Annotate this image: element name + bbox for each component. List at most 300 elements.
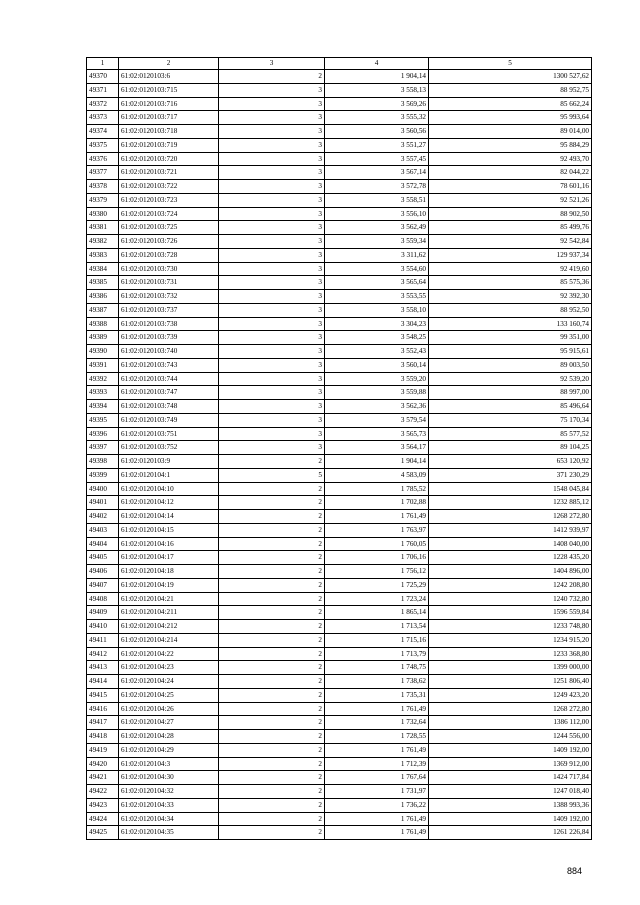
table-row [87,331,592,345]
row-number: 49376 [87,152,119,166]
cadastral-number: 61:02:0120104:34 [119,812,219,826]
cadastral-number: 61:02:0120104:21 [119,592,219,606]
row-number: 49408 [87,592,119,606]
row-number: 49399 [87,468,119,482]
floors-cell: 3 [219,207,325,221]
table-row [87,193,592,207]
cadastral-number: 61:02:0120103:749 [119,413,219,427]
table-row [87,496,592,510]
floors-cell: 2 [219,757,325,771]
table-row [87,812,592,826]
cadastral-number: 61:02:0120103:740 [119,345,219,359]
area-cell: 3 565,64 [325,276,429,290]
floors-cell: 3 [219,152,325,166]
row-number: 49373 [87,111,119,125]
area-cell: 1 736,22 [325,798,429,812]
column-header: 3 [219,58,325,70]
cadastral-value-cell: 95 993,64 [429,111,592,125]
table-row [87,785,592,799]
cadastral-value-cell: 1244 556,00 [429,730,592,744]
floors-cell: 3 [219,303,325,317]
cadastral-number: 61:02:0120103:715 [119,83,219,97]
cadastral-value-cell: 92 542,84 [429,235,592,249]
row-number: 49393 [87,386,119,400]
cadastral-value-cell: 1242 208,80 [429,578,592,592]
floors-cell: 3 [219,386,325,400]
table-row [87,482,592,496]
cadastral-value-cell: 89 003,50 [429,358,592,372]
area-cell: 1 904,14 [325,70,429,84]
cadastral-number: 61:02:0120103:723 [119,193,219,207]
cadastral-value-cell: 1409 192,00 [429,743,592,757]
area-cell: 3 565,73 [325,427,429,441]
area-cell: 4 583,09 [325,468,429,482]
table-row [87,345,592,359]
table-row [87,290,592,304]
cadastral-number: 61:02:0120103:720 [119,152,219,166]
area-cell: 3 564,17 [325,441,429,455]
row-number: 49385 [87,276,119,290]
cadastral-value-cell: 85 496,64 [429,400,592,414]
area-cell: 3 579,54 [325,413,429,427]
cadastral-value-cell: 92 493,70 [429,152,592,166]
cadastral-value-cell: 1300 527,62 [429,70,592,84]
floors-cell: 3 [219,166,325,180]
table-row [87,400,592,414]
row-number: 49401 [87,496,119,510]
row-number: 49398 [87,455,119,469]
cadastral-value-cell: 1596 559,84 [429,606,592,620]
cadastral-number: 61:02:0120103:6 [119,70,219,84]
floors-cell: 2 [219,633,325,647]
cadastral-number: 61:02:0120104:26 [119,702,219,716]
column-header: 1 [87,58,119,70]
cadastral-value-table [86,57,592,840]
floors-cell: 2 [219,730,325,744]
page-number: 884 [567,866,583,876]
floors-cell: 2 [219,70,325,84]
row-number: 49386 [87,290,119,304]
table-row [87,675,592,689]
floors-cell: 3 [219,317,325,331]
table-row [87,826,592,840]
cadastral-number: 61:02:0120104:25 [119,688,219,702]
table-row [87,441,592,455]
table-row [87,606,592,620]
floors-cell: 5 [219,468,325,482]
area-cell: 1 715,16 [325,633,429,647]
cadastral-value-cell: 1548 045,84 [429,482,592,496]
floors-cell: 3 [219,413,325,427]
cadastral-value-cell: 1268 272,80 [429,510,592,524]
table-row [87,152,592,166]
table-row [87,166,592,180]
floors-cell: 3 [219,400,325,414]
cadastral-value-cell: 78 601,16 [429,180,592,194]
area-cell: 1 761,49 [325,510,429,524]
floors-cell: 2 [219,620,325,634]
row-number: 49411 [87,633,119,647]
floors-cell: 2 [219,523,325,537]
floors-cell: 2 [219,688,325,702]
table-row [87,413,592,427]
row-number: 49414 [87,675,119,689]
cadastral-number: 61:02:0120103:739 [119,331,219,345]
row-number: 49412 [87,647,119,661]
area-cell: 1 738,62 [325,675,429,689]
floors-cell: 2 [219,551,325,565]
cadastral-number: 61:02:0120103:716 [119,97,219,111]
cadastral-value-cell: 95 884,29 [429,138,592,152]
table-row [87,111,592,125]
table-row [87,386,592,400]
floors-cell: 2 [219,606,325,620]
table-row [87,317,592,331]
area-cell: 3 555,32 [325,111,429,125]
area-cell: 1 732,64 [325,716,429,730]
area-cell: 3 553,55 [325,290,429,304]
cadastral-value-cell: 95 915,61 [429,345,592,359]
table-row [87,83,592,97]
cadastral-value-cell: 1268 272,80 [429,702,592,716]
area-cell: 3 559,88 [325,386,429,400]
area-cell: 1 761,49 [325,743,429,757]
row-number: 49397 [87,441,119,455]
cadastral-number: 61:02:0120104:32 [119,785,219,799]
row-number: 49383 [87,248,119,262]
area-cell: 3 551,27 [325,138,429,152]
table-row [87,510,592,524]
table-row [87,523,592,537]
header-row [87,58,592,70]
floors-cell: 3 [219,441,325,455]
floors-cell: 2 [219,578,325,592]
table-row [87,743,592,757]
floors-cell: 2 [219,482,325,496]
area-cell: 3 556,10 [325,207,429,221]
floors-cell: 2 [219,537,325,551]
table-row [87,702,592,716]
cadastral-number: 61:02:0120104:27 [119,716,219,730]
row-number: 49422 [87,785,119,799]
cadastral-number: 61:02:0120104:24 [119,675,219,689]
table-row [87,688,592,702]
table-row [87,248,592,262]
cadastral-value-cell: 88 902,50 [429,207,592,221]
table-row [87,358,592,372]
area-cell: 1 904,14 [325,455,429,469]
table-row [87,537,592,551]
area-cell: 3 559,20 [325,372,429,386]
cadastral-value-cell: 1261 226,84 [429,826,592,840]
cadastral-value-cell: 1408 040,00 [429,537,592,551]
floors-cell: 2 [219,647,325,661]
area-cell: 1 712,39 [325,757,429,771]
cadastral-value-cell: 653 120,92 [429,455,592,469]
row-number: 49392 [87,372,119,386]
row-number: 49396 [87,427,119,441]
floors-cell: 3 [219,331,325,345]
area-cell: 3 554,60 [325,262,429,276]
cadastral-value-cell: 1233 748,80 [429,620,592,634]
cadastral-number: 61:02:0120104:30 [119,771,219,785]
row-number: 49382 [87,235,119,249]
column-header: 2 [119,58,219,70]
cadastral-number: 61:02:0120103:717 [119,111,219,125]
cadastral-value-cell: 1228 435,20 [429,551,592,565]
row-number: 49425 [87,826,119,840]
cadastral-number: 61:02:0120103:738 [119,317,219,331]
floors-cell: 3 [219,345,325,359]
table-row [87,578,592,592]
area-cell: 1 728,55 [325,730,429,744]
floors-cell: 3 [219,276,325,290]
cadastral-value-cell: 88 952,50 [429,303,592,317]
cadastral-value-cell: 85 577,52 [429,427,592,441]
table-row [87,180,592,194]
row-number: 49419 [87,743,119,757]
cadastral-number: 61:02:0120103:730 [119,262,219,276]
table-row [87,427,592,441]
floors-cell: 3 [219,138,325,152]
area-cell: 1 731,97 [325,785,429,799]
floors-cell: 3 [219,248,325,262]
row-number: 49381 [87,221,119,235]
table-row [87,661,592,675]
cadastral-number: 61:02:0120104:12 [119,496,219,510]
cadastral-number: 61:02:0120104:22 [119,647,219,661]
cadastral-value-cell: 89 104,25 [429,441,592,455]
area-cell: 3 562,36 [325,400,429,414]
area-cell: 3 560,56 [325,125,429,139]
row-number: 49379 [87,193,119,207]
floors-cell: 3 [219,262,325,276]
row-number: 49416 [87,702,119,716]
cadastral-value-cell: 1399 000,00 [429,661,592,675]
floors-cell: 3 [219,111,325,125]
area-cell: 1 760,05 [325,537,429,551]
cadastral-number: 61:02:0120104:35 [119,826,219,840]
cadastral-value-cell: 1233 368,80 [429,647,592,661]
area-cell: 1 763,97 [325,523,429,537]
area-cell: 3 558,10 [325,303,429,317]
area-cell: 3 557,45 [325,152,429,166]
table-row [87,468,592,482]
table-row [87,138,592,152]
table-row [87,716,592,730]
floors-cell: 3 [219,125,325,139]
cadastral-number: 61:02:0120104:18 [119,565,219,579]
table-row [87,565,592,579]
column-header: 5 [429,58,592,70]
cadastral-value-cell: 1424 717,84 [429,771,592,785]
row-number: 49420 [87,757,119,771]
area-cell: 1 767,64 [325,771,429,785]
floors-cell: 2 [219,812,325,826]
cadastral-value-cell: 85 662,24 [429,97,592,111]
row-number: 49400 [87,482,119,496]
area-cell: 3 558,13 [325,83,429,97]
area-cell: 1 713,54 [325,620,429,634]
area-cell: 1 761,49 [325,812,429,826]
area-cell: 3 569,26 [325,97,429,111]
table-row [87,771,592,785]
area-cell: 3 552,43 [325,345,429,359]
floors-cell: 3 [219,180,325,194]
cadastral-value-cell: 92 419,60 [429,262,592,276]
table-row [87,221,592,235]
area-cell: 1 761,49 [325,702,429,716]
cadastral-number: 61:02:0120104:1 [119,468,219,482]
table-row [87,620,592,634]
cadastral-number: 61:02:0120104:28 [119,730,219,744]
area-cell: 3 567,14 [325,166,429,180]
row-number: 49377 [87,166,119,180]
cadastral-value-cell: 1249 423,20 [429,688,592,702]
cadastral-value-cell: 1251 806,40 [429,675,592,689]
floors-cell: 2 [219,455,325,469]
row-number: 49415 [87,688,119,702]
row-number: 49418 [87,730,119,744]
row-number: 49388 [87,317,119,331]
floors-cell: 2 [219,798,325,812]
cadastral-number: 61:02:0120103:724 [119,207,219,221]
cadastral-number: 61:02:0120104:15 [119,523,219,537]
cadastral-number: 61:02:0120103:743 [119,358,219,372]
floors-cell: 2 [219,743,325,757]
cadastral-number: 61:02:0120103:722 [119,180,219,194]
cadastral-number: 61:02:0120104:211 [119,606,219,620]
cadastral-number: 61:02:0120104:29 [119,743,219,757]
cadastral-value-cell: 1247 018,40 [429,785,592,799]
row-number: 49372 [87,97,119,111]
floors-cell: 2 [219,716,325,730]
area-cell: 1 713,79 [325,647,429,661]
cadastral-number: 61:02:0120103:721 [119,166,219,180]
row-number: 49394 [87,400,119,414]
row-number: 49370 [87,70,119,84]
table-row [87,633,592,647]
cadastral-value-cell: 1412 939,97 [429,523,592,537]
floors-cell: 3 [219,193,325,207]
row-number: 49410 [87,620,119,634]
area-cell: 3 572,78 [325,180,429,194]
cadastral-number: 61:02:0120103:725 [119,221,219,235]
row-number: 49413 [87,661,119,675]
table-row [87,207,592,221]
area-cell: 1 865,14 [325,606,429,620]
table-row [87,592,592,606]
table-row [87,70,592,84]
floors-cell: 2 [219,565,325,579]
area-cell: 1 756,12 [325,565,429,579]
cadastral-value-cell: 371 230,29 [429,468,592,482]
row-number: 49384 [87,262,119,276]
cadastral-number: 61:02:0120104:10 [119,482,219,496]
cadastral-number: 61:02:0120104:3 [119,757,219,771]
area-cell: 3 558,51 [325,193,429,207]
table-row [87,730,592,744]
area-cell: 1 735,31 [325,688,429,702]
area-cell: 3 560,14 [325,358,429,372]
area-cell: 3 311,62 [325,248,429,262]
row-number: 49405 [87,551,119,565]
floors-cell: 3 [219,290,325,304]
row-number: 49389 [87,331,119,345]
area-cell: 3 562,49 [325,221,429,235]
row-number: 49375 [87,138,119,152]
table-row [87,551,592,565]
area-cell: 1 761,49 [325,826,429,840]
cadastral-value-cell: 92 521,26 [429,193,592,207]
table-row [87,276,592,290]
floors-cell: 3 [219,83,325,97]
floors-cell: 3 [219,221,325,235]
area-cell: 3 548,25 [325,331,429,345]
table-row [87,647,592,661]
cadastral-number: 61:02:0120103:731 [119,276,219,290]
cadastral-number: 61:02:0120104:16 [119,537,219,551]
cadastral-value-cell: 85 575,36 [429,276,592,290]
cadastral-number: 61:02:0120103:718 [119,125,219,139]
cadastral-value-cell: 1386 112,00 [429,716,592,730]
cadastral-value-cell: 88 997,00 [429,386,592,400]
cadastral-value-cell: 1404 896,00 [429,565,592,579]
cadastral-value-cell: 1234 915,20 [429,633,592,647]
cadastral-number: 61:02:0120103:719 [119,138,219,152]
cadastral-value-cell: 88 952,75 [429,83,592,97]
row-number: 49421 [87,771,119,785]
cadastral-number: 61:02:0120104:17 [119,551,219,565]
floors-cell: 3 [219,358,325,372]
row-number: 49371 [87,83,119,97]
cadastral-number: 61:02:0120103:9 [119,455,219,469]
column-header: 4 [325,58,429,70]
row-number: 49395 [87,413,119,427]
cadastral-value-cell: 1240 732,80 [429,592,592,606]
table-row [87,757,592,771]
cadastral-number: 61:02:0120103:751 [119,427,219,441]
table-row [87,262,592,276]
area-cell: 3 304,23 [325,317,429,331]
cadastral-value-cell: 1232 885,12 [429,496,592,510]
cadastral-number: 61:02:0120104:33 [119,798,219,812]
row-number: 49374 [87,125,119,139]
row-number: 49409 [87,606,119,620]
table-row [87,97,592,111]
cadastral-number: 61:02:0120104:23 [119,661,219,675]
cadastral-value-cell: 1369 912,00 [429,757,592,771]
row-number: 49423 [87,798,119,812]
cadastral-value-cell: 99 351,00 [429,331,592,345]
floors-cell: 2 [219,675,325,689]
row-number: 49391 [87,358,119,372]
row-number: 49380 [87,207,119,221]
cadastral-number: 61:02:0120104:14 [119,510,219,524]
table-row [87,455,592,469]
cadastral-value-cell: 89 014,00 [429,125,592,139]
table-row [87,372,592,386]
floors-cell: 3 [219,427,325,441]
cadastral-value-cell: 133 160,74 [429,317,592,331]
floors-cell: 3 [219,372,325,386]
row-number: 49390 [87,345,119,359]
cadastral-number: 61:02:0120103:737 [119,303,219,317]
row-number: 49403 [87,523,119,537]
floors-cell: 2 [219,496,325,510]
cadastral-value-cell: 1388 993,36 [429,798,592,812]
floors-cell: 2 [219,592,325,606]
